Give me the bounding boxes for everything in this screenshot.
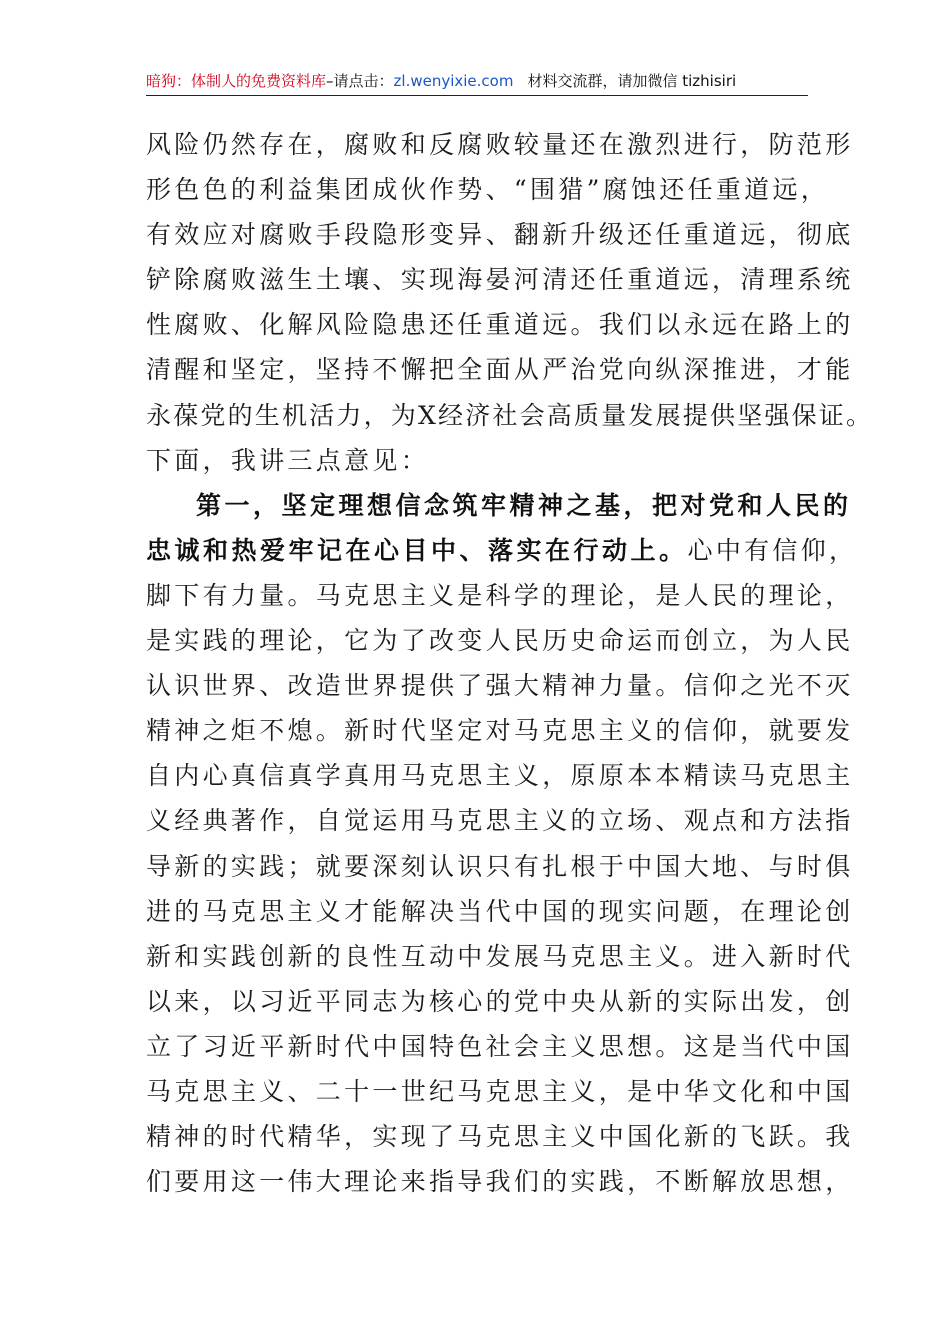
header-contact: 材料交流群，请加微信 tizhisiri (527, 72, 737, 90)
text-line: 义经典著作，自觉运用马克思主义的立场、观点和方法指 (146, 806, 854, 836)
text-line: 是实践的理论，它为了改变人民历史命运而创立，为人民 (146, 626, 854, 656)
text-line: 们要用这一伟大理论来指导我们的实践，不断解放思想， (146, 1167, 854, 1197)
text-line: 新和实践创新的良性互动中发展马克思主义。进入新时代 (146, 941, 854, 971)
text-span: 心中有信仰， (687, 535, 858, 565)
text-line: 性腐败、化解风险隐患还任重道远。我们以永远在路上的 (146, 310, 854, 340)
text-line: 立了习近平新时代中国特色社会主义思想。这是当代中国 (146, 1031, 854, 1061)
text-line: 下面，我讲三点意见： (146, 445, 430, 475)
section-1 (146, 483, 858, 1205)
text-line: 导新的实践；就要深刻认识只有扎根于中国大地、与时俱 (146, 851, 854, 881)
text-line: 形色色的利益集团成伙作势、“围猎”腐蚀还任重道远， (146, 175, 830, 205)
text-line: 马克思主义、二十一世纪马克思主义，是中华文化和中国 (146, 1076, 854, 1106)
text-line: 脚下有力量。马克思主义是科学的理论，是人民的理论， (146, 580, 854, 610)
text-line (146, 528, 858, 573)
text-line: 认识世界、改造世界提供了强大精神力量。信仰之光不灭 (146, 671, 854, 701)
text-line: 自内心真信真学真用马克思主义，原原本本精读马克思主 (146, 761, 854, 791)
header-divider (146, 95, 808, 96)
text-line: 风险仍然存在，腐败和反腐败较量还在激烈进行，防范形 (146, 130, 854, 159)
text-line: 精神的时代精华，实现了马克思主义中国化新的飞跃。我 (146, 1122, 854, 1152)
header-url-link[interactable]: zl.wenyixie.com (393, 72, 514, 90)
document-body (146, 122, 874, 1204)
text-line: 以来，以习近平同志为核心的党中央从新的实际出发，创 (146, 986, 854, 1016)
text-line: 永葆党的生机活力，为X经济社会高质量发展提供坚强保证。 (146, 400, 874, 430)
header-brand: 暗狗：体制人的免费资料库 (146, 72, 327, 90)
text-line: 铲除腐败滋生土壤、实现海晏河清还任重道远，清理系统 (146, 265, 854, 295)
text-line: 进的马克思主义才能解决当代中国的现实问题，在理论创 (146, 896, 854, 926)
section-heading-continued: 忠诚和热爱牢记在心目中、落实在行动上。 (146, 535, 688, 565)
section-heading: 第一，坚定理想信念筑牢精神之基，把对党和人民的 (196, 490, 852, 520)
page-header (146, 68, 808, 94)
text-line: 精神之炬不熄。新时代坚定对马克思主义的信仰，就要发 (146, 716, 854, 746)
text-line: 清醒和坚定，坚持不懈把全面从严治党向纵深推进，才能 (146, 355, 854, 385)
paragraph-1 (146, 122, 874, 483)
header-click-prompt: –请点击： (326, 72, 394, 90)
text-line: 有效应对腐败手段隐形变异、翻新升级还任重道远，彻底 (146, 220, 854, 250)
